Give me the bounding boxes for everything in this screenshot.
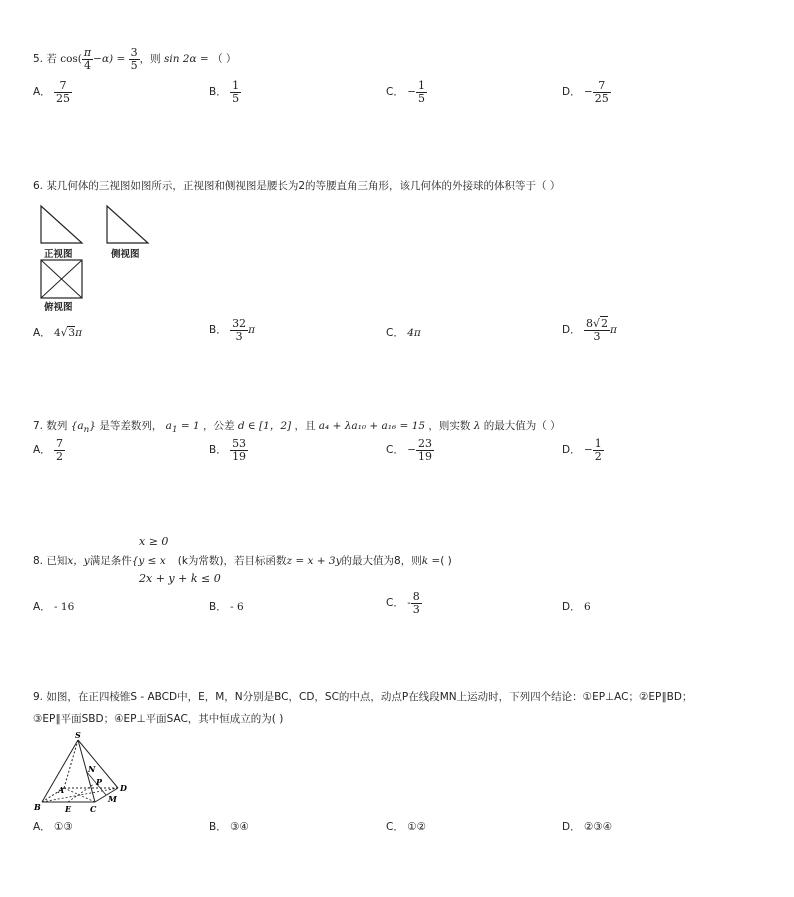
pyramid-figure: [30, 730, 130, 816]
xy-vars: x，y: [67, 555, 90, 567]
option-letter: A．: [33, 601, 51, 613]
option-letter: D．: [562, 444, 581, 457]
question-number: 5.: [33, 53, 44, 66]
option-fraction: [416, 438, 434, 462]
option-value: ①③: [54, 821, 73, 833]
objective-function: z = x + 3y: [286, 555, 342, 567]
q9-option-c[interactable]: [386, 819, 426, 834]
q7-option-d[interactable]: [562, 438, 604, 462]
stem-text: ，则: [139, 53, 161, 66]
label-a: A: [58, 785, 65, 795]
option-letter: B．: [209, 86, 227, 99]
option-letter: D．: [562, 821, 581, 833]
q5-option-d[interactable]: [562, 80, 611, 104]
option-letter: B．: [209, 601, 227, 613]
radicand: 2: [600, 317, 608, 330]
pi-symbol: π: [248, 324, 255, 337]
k-var: k =: [421, 555, 441, 567]
option-letter: C．: [386, 444, 404, 457]
radicand: 3: [68, 327, 76, 339]
q6-option-a[interactable]: [33, 325, 82, 340]
label-m: M: [108, 794, 117, 804]
fraction-pi-over-4: [82, 47, 93, 71]
q9-option-d[interactable]: [562, 819, 612, 834]
option-letter: D．: [562, 324, 581, 337]
answer-paren: ( ): [440, 555, 452, 567]
q7-option-b[interactable]: [209, 438, 248, 462]
label-s: S: [75, 730, 81, 740]
option-value: 6: [583, 601, 591, 613]
subscript: 1: [171, 425, 178, 436]
q6-option-d[interactable]: [562, 318, 617, 342]
frac-den: 25: [56, 91, 71, 105]
frac-num: 1: [232, 79, 240, 92]
frac-den: 5: [130, 58, 138, 72]
stem-text: −α) =: [93, 53, 126, 66]
label-b: B: [34, 802, 41, 812]
frac-num: π: [83, 46, 92, 59]
option-fraction: [230, 80, 241, 104]
stem-text: 若: [46, 53, 57, 66]
seq-open: {a: [70, 420, 84, 432]
option-fraction: [411, 591, 422, 615]
option-letter: B．: [209, 324, 227, 337]
frac-den: 5: [232, 91, 240, 105]
option-letter: C．: [386, 86, 404, 99]
frac-den: 3: [593, 329, 601, 343]
q6-option-b[interactable]: [209, 318, 255, 342]
stem-text: 的最大值为8，则: [341, 555, 422, 567]
option-sign: −: [583, 86, 593, 99]
frac-num: 8√2: [585, 317, 608, 330]
var: a: [165, 420, 172, 432]
frac-num: 7: [54, 80, 72, 93]
option-letter: A．: [33, 327, 51, 339]
label-e: E: [65, 804, 72, 814]
pi-symbol: π: [609, 324, 617, 337]
label-n: N: [88, 764, 96, 774]
constraint-3: 2x + y + k ≤ 0: [139, 572, 221, 585]
option-sign: −: [407, 444, 416, 457]
top-view-caption: 俯视图: [44, 302, 73, 313]
cos-function: cos(: [60, 53, 82, 66]
option-letter: B．: [209, 821, 227, 833]
option-fraction: [54, 438, 65, 462]
label-p: P: [96, 777, 103, 787]
option-value: 4√3π: [54, 327, 83, 339]
stem-text: 8. 已知: [33, 555, 68, 567]
seq-close: }: [89, 420, 96, 432]
front-view-triangle: [41, 206, 82, 243]
option-fraction: [54, 80, 72, 104]
fraction-3-over-5: [129, 47, 140, 71]
option-value: - 16: [54, 601, 75, 613]
option-fraction: [230, 318, 248, 342]
option-fraction: [593, 80, 611, 104]
equals: = 1: [180, 420, 200, 432]
option-letter: D．: [562, 86, 581, 99]
option-sign: −: [583, 444, 593, 457]
frac-den: 4: [84, 58, 92, 72]
subscript: n: [83, 425, 90, 436]
option-letter: D．: [562, 601, 581, 613]
option-fraction: [593, 438, 604, 462]
stem-text: ，公差: [203, 420, 235, 432]
option-letter: C．: [386, 597, 404, 610]
frac-num: 1: [418, 79, 425, 92]
frac-num: 3: [130, 46, 138, 59]
label-c: C: [90, 804, 97, 814]
frac-den: 19: [232, 449, 247, 463]
stem-text: 的最大值为（ ）: [483, 420, 561, 432]
frac-num: 23: [418, 437, 432, 450]
stem-text: 7. 数列: [33, 420, 68, 432]
stem-text: 满足条件: [89, 555, 132, 567]
coef: 4: [54, 327, 61, 339]
frac-den: 2: [56, 449, 64, 463]
q8-option-c[interactable]: [386, 591, 422, 615]
lambda-symbol: λ: [473, 420, 481, 432]
option-letter: A．: [33, 821, 51, 833]
q8-option-a[interactable]: [33, 599, 74, 614]
frac-num: 53: [232, 437, 247, 450]
q8-option-b[interactable]: [209, 599, 244, 614]
a1-expression: [165, 420, 200, 436]
q5-option-b[interactable]: [209, 80, 241, 104]
question-5-stem: [33, 47, 236, 71]
coef: 8: [585, 317, 593, 330]
frac-num: 7: [593, 80, 611, 93]
question-9-stem-line2: ③EP∥平面SBD；④EP⊥平面SAC，其中恒成立的为( ): [33, 713, 284, 725]
option-letter: C．: [386, 327, 404, 339]
q6-option-c[interactable]: [386, 325, 421, 340]
frac-num: 32: [232, 317, 247, 330]
side-view-triangle: [107, 206, 148, 243]
side-view-caption: 侧视图: [111, 249, 140, 260]
option-fraction: [584, 318, 610, 342]
front-view-caption: 正视图: [44, 249, 73, 260]
d-range: d ∈ [1，2]: [237, 420, 292, 432]
option-sign: −: [407, 86, 416, 99]
option-value: - 6: [230, 601, 244, 613]
q7-option-a[interactable]: [33, 438, 65, 462]
option-fraction: [230, 438, 248, 462]
q5-option-a[interactable]: [33, 80, 72, 104]
frac-num: 8: [412, 590, 420, 603]
option-letter: B．: [209, 444, 227, 457]
frac-den: 5: [418, 91, 425, 105]
question-6-stem: 6. 某几何体的三视图如图所示，正视图和侧视图是腰长为2的等腰直角三角形，该几何体的外接球的体积等于（ ）: [33, 180, 561, 192]
frac-num: 7: [56, 437, 64, 450]
pi-symbol: π: [75, 327, 83, 339]
option-letter: A．: [33, 86, 51, 99]
frac-den: 3: [235, 329, 243, 343]
option-value: ③④: [230, 821, 249, 833]
frac-num: 1: [594, 437, 602, 450]
constraint-1: x ≥ 0: [139, 535, 169, 548]
constraint-2: {y ≤ x: [131, 555, 166, 567]
q8-option-d[interactable]: [562, 599, 591, 614]
option-value: ②③④: [583, 821, 613, 833]
option-value: ①②: [407, 821, 427, 833]
stem-text: (k为常数)，若目标函数: [177, 555, 287, 567]
label-d: D: [120, 783, 127, 793]
q7-option-c[interactable]: [386, 438, 434, 462]
option-letter: C．: [386, 821, 404, 833]
sum-expression: a₄ + λa₁₀ + a₁₆ = 15: [318, 420, 426, 432]
option-sign: -: [407, 597, 411, 610]
q9-option-b[interactable]: [209, 819, 249, 834]
diag-ac: [64, 788, 95, 802]
option-letter: A．: [33, 444, 51, 457]
q5-option-c[interactable]: [386, 80, 427, 104]
edge-sa: [64, 740, 78, 788]
q9-option-a[interactable]: [33, 819, 73, 834]
stem-text: ，则实数: [428, 420, 471, 432]
answer-paren: （ ）: [212, 53, 237, 66]
frac-den: 19: [418, 449, 432, 463]
frac-den: 25: [594, 91, 609, 105]
option-value: 4π: [407, 327, 421, 339]
frac-den: 3: [412, 602, 420, 616]
sequence-symbol: [70, 420, 96, 436]
stem-text: 是等差数列，: [99, 420, 163, 432]
stem-text: ，且: [294, 420, 316, 432]
question-7-stem: [33, 418, 561, 435]
sin-expression: sin 2α =: [163, 53, 209, 66]
question-8-stem: [33, 553, 452, 568]
option-fraction: [416, 80, 427, 104]
question-9-stem-line1: 9. 如图，在正四棱锥S - ABCD中，E，M，N分别是BC，CD，SC的中点，动点P在线段MN上运动时，下列四个结论：①EP⊥AC；②EP∥BD；: [33, 691, 693, 703]
frac-den: 2: [594, 449, 602, 463]
